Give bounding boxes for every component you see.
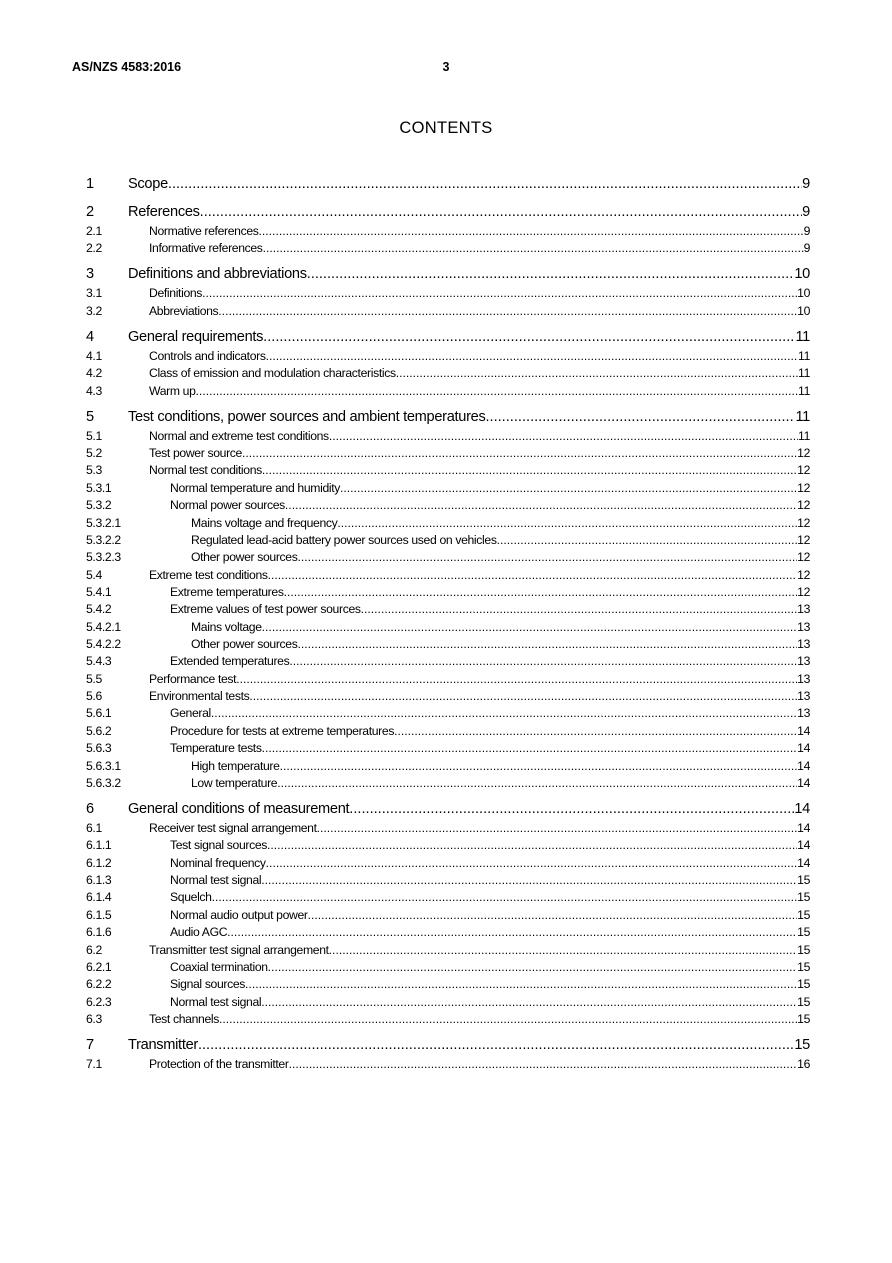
toc-entry-title: Transmitter test signal arrangement bbox=[149, 942, 329, 957]
toc-entry-number: 5.3.2 bbox=[86, 498, 112, 513]
toc-entry-title: Test power source bbox=[149, 446, 242, 461]
toc-entry-number: 1 bbox=[86, 176, 94, 192]
toc-entry-title: High temperature bbox=[191, 758, 280, 773]
dot-leader bbox=[262, 463, 797, 477]
toc-entry-page: 9 bbox=[803, 223, 810, 238]
dot-leader bbox=[219, 1012, 797, 1026]
toc-entry[interactable] bbox=[86, 890, 810, 907]
toc-entry-title: Transmitter bbox=[128, 1037, 198, 1054]
toc-entry-number: 5.6.2 bbox=[86, 723, 112, 738]
dot-leader bbox=[337, 516, 797, 530]
dot-leader bbox=[266, 349, 798, 363]
toc-entry[interactable] bbox=[86, 838, 810, 855]
toc-entry-title: Extended temperatures bbox=[170, 654, 290, 669]
toc-entry-number: 6.2.2 bbox=[86, 977, 112, 992]
toc-entry-title: Coaxial termination bbox=[170, 959, 268, 974]
toc-entry-number: 5.4.2.1 bbox=[86, 619, 121, 634]
toc-entry-number: 6.3 bbox=[86, 1012, 102, 1026]
toc-entry-number: 5.6.3.1 bbox=[86, 758, 121, 773]
toc-entry-title: Temperature tests bbox=[170, 741, 262, 756]
dot-leader bbox=[329, 429, 798, 443]
toc-entry-number: 6.2 bbox=[86, 942, 102, 957]
dot-leader bbox=[329, 943, 797, 957]
toc-entry-number: 5.3.2.1 bbox=[86, 515, 121, 530]
toc-entry[interactable] bbox=[86, 925, 810, 942]
toc-entry-title: Other power sources bbox=[191, 550, 298, 565]
toc-entry[interactable] bbox=[86, 204, 810, 224]
dot-leader bbox=[263, 241, 804, 255]
toc-entry-page: 12 bbox=[797, 498, 810, 513]
toc-entry[interactable] bbox=[86, 821, 810, 838]
toc-entry-page: 14 bbox=[797, 855, 810, 870]
toc-entry-title: Other power sources bbox=[191, 637, 298, 652]
toc-entry-page: 10 bbox=[794, 266, 810, 283]
toc-entry-number: 4.1 bbox=[86, 348, 102, 363]
dot-leader bbox=[297, 550, 797, 564]
toc-entry[interactable] bbox=[86, 349, 810, 366]
page-number: 3 bbox=[442, 60, 450, 74]
toc-entry-page: 15 bbox=[797, 977, 810, 992]
toc-entry-page: 13 bbox=[797, 637, 810, 652]
toc-entry-number: 5.6.3.2 bbox=[86, 775, 121, 790]
toc-entry-page: 10 bbox=[797, 303, 810, 318]
toc-entry-page: 15 bbox=[797, 959, 810, 974]
toc-entry-title: Normal power sources bbox=[170, 498, 285, 513]
toc-entry-page: 11 bbox=[798, 383, 810, 398]
toc-entry-page: 13 bbox=[797, 689, 810, 704]
toc-entry[interactable] bbox=[86, 266, 810, 286]
toc-entry[interactable] bbox=[86, 1012, 810, 1029]
toc-entry[interactable] bbox=[86, 429, 810, 446]
dot-leader bbox=[212, 890, 798, 904]
dot-leader bbox=[202, 286, 797, 300]
toc-entry[interactable] bbox=[86, 620, 810, 637]
toc-entry[interactable] bbox=[86, 801, 810, 821]
dot-leader bbox=[263, 329, 795, 345]
toc-entry[interactable] bbox=[86, 533, 810, 550]
toc-entry[interactable] bbox=[86, 568, 810, 585]
toc-entry-page: 14 bbox=[794, 801, 810, 818]
toc-entry-page: 13 bbox=[797, 671, 810, 686]
dot-leader bbox=[284, 585, 798, 599]
toc-entry-number: 5.4.2 bbox=[86, 602, 112, 617]
toc-entry-page: 12 bbox=[797, 480, 810, 495]
toc-entry-page: 15 bbox=[797, 942, 810, 957]
toc-entry-number: 5.6.3 bbox=[86, 741, 112, 756]
toc-entry-title: Procedure for tests at extreme temperatures bbox=[170, 723, 395, 738]
toc-entry-page: 15 bbox=[797, 925, 810, 940]
toc-entry[interactable] bbox=[86, 873, 810, 890]
toc-entry-title: Test channels bbox=[149, 1012, 219, 1026]
toc-entry-title: Scope bbox=[128, 176, 168, 192]
toc-entry-title: Normal test signal bbox=[170, 994, 262, 1009]
toc-entry-title: Class of emission and modulation characteristics bbox=[149, 366, 396, 381]
toc-entry-page: 15 bbox=[797, 994, 810, 1009]
toc-entry-number: 5.5 bbox=[86, 671, 102, 686]
toc-entry[interactable] bbox=[86, 409, 810, 429]
toc-entry[interactable] bbox=[86, 908, 810, 925]
toc-entry-number: 7 bbox=[86, 1037, 94, 1054]
toc-entry[interactable] bbox=[86, 960, 810, 977]
toc-entry[interactable] bbox=[86, 286, 810, 303]
toc-entry-number: 3.1 bbox=[86, 286, 102, 301]
toc-entry-page: 11 bbox=[798, 366, 810, 381]
toc-entry[interactable] bbox=[86, 384, 810, 401]
toc-entry-page: 14 bbox=[797, 741, 810, 756]
toc-entry-number: 5.3.2.2 bbox=[86, 532, 121, 547]
toc-entry-title: Receiver test signal arrangement bbox=[149, 821, 317, 836]
toc-entry[interactable] bbox=[86, 856, 810, 873]
toc-entry-number: 5.6 bbox=[86, 689, 102, 704]
dot-leader bbox=[361, 602, 798, 616]
toc-entry[interactable] bbox=[86, 329, 810, 349]
toc-entry[interactable] bbox=[86, 995, 810, 1012]
toc-entry-page: 15 bbox=[797, 873, 810, 888]
toc-entry-title: References bbox=[128, 203, 200, 220]
toc-entry[interactable] bbox=[86, 759, 810, 776]
dot-leader bbox=[285, 498, 797, 512]
toc-entry[interactable] bbox=[86, 585, 810, 602]
toc-entry-page: 14 bbox=[797, 758, 810, 773]
toc-entry-title: Normal test conditions bbox=[149, 463, 262, 478]
toc-entry-page: 15 bbox=[797, 907, 810, 922]
dot-leader bbox=[340, 481, 797, 495]
toc-entry-page: 13 bbox=[797, 654, 810, 669]
toc-entry[interactable] bbox=[86, 224, 810, 241]
toc-entry[interactable] bbox=[86, 1037, 810, 1057]
toc-entry[interactable] bbox=[86, 977, 810, 994]
toc-entry-number: 5.3 bbox=[86, 463, 102, 478]
toc-entry-number: 3.2 bbox=[86, 303, 102, 318]
dot-leader bbox=[261, 873, 797, 887]
toc-entry-page: 15 bbox=[794, 1037, 810, 1054]
toc-entry-title: Nominal frequency bbox=[170, 855, 266, 870]
toc-entry-page: 12 bbox=[797, 463, 810, 478]
toc-entry-title: Squelch bbox=[170, 890, 212, 905]
toc-entry[interactable] bbox=[86, 176, 810, 196]
toc-entry-title: General requirements bbox=[128, 328, 264, 345]
toc-entry-page: 9 bbox=[803, 241, 810, 256]
toc-entry-title: Performance test bbox=[149, 671, 237, 686]
dot-leader bbox=[394, 724, 797, 738]
toc-entry-number: 5.6.1 bbox=[86, 706, 112, 721]
toc-entry-number: 5.3.1 bbox=[86, 480, 112, 495]
toc-entry-number: 5.2 bbox=[86, 446, 102, 461]
toc-entry[interactable] bbox=[86, 741, 810, 758]
toc-entry-page: 13 bbox=[797, 706, 810, 721]
toc-entry[interactable] bbox=[86, 481, 810, 498]
toc-entry-page: 12 bbox=[797, 567, 810, 582]
toc-entry-title: Warm up bbox=[149, 383, 196, 398]
toc-entry[interactable] bbox=[86, 516, 810, 533]
dot-leader bbox=[280, 759, 798, 773]
toc-entry-title: Abbreviations bbox=[149, 303, 219, 318]
toc-entry-title: Test conditions, power sources and ambient temperatures bbox=[128, 408, 486, 425]
toc-entry-number: 6.1.2 bbox=[86, 855, 112, 870]
dot-leader bbox=[307, 266, 795, 282]
toc-entry[interactable] bbox=[86, 672, 810, 689]
toc-entry-number: 5 bbox=[86, 408, 94, 425]
toc-entry-title: Mains voltage and frequency bbox=[191, 515, 338, 530]
toc-entry-number: 2.1 bbox=[86, 223, 102, 238]
dot-leader bbox=[227, 925, 797, 939]
toc-entry-title: Informative references bbox=[149, 241, 263, 256]
toc-entry[interactable] bbox=[86, 498, 810, 515]
toc-entry-page: 12 bbox=[797, 584, 810, 599]
toc-entry-title: Extreme values of test power sources bbox=[170, 602, 361, 617]
dot-leader bbox=[242, 446, 797, 460]
toc-entry-number: 4.3 bbox=[86, 383, 102, 398]
dot-leader bbox=[289, 1057, 798, 1071]
toc-entry-title: Extreme temperatures bbox=[170, 584, 284, 599]
page-header bbox=[72, 60, 820, 78]
toc-entry-number: 5.4.3 bbox=[86, 654, 112, 669]
toc-entry-number: 7.1 bbox=[86, 1057, 102, 1072]
toc-entry-number: 6.1 bbox=[86, 821, 102, 836]
toc-entry-title: Test signal sources bbox=[170, 838, 267, 853]
toc-entry-number: 6 bbox=[86, 801, 94, 818]
toc-entry-title: Audio AGC bbox=[170, 925, 228, 940]
toc-entry-page: 12 bbox=[797, 446, 810, 461]
toc-entry[interactable] bbox=[86, 943, 810, 960]
toc-entry-number: 5.4.1 bbox=[86, 584, 112, 599]
toc-entry[interactable] bbox=[86, 602, 810, 619]
toc-entry-number: 6.1.1 bbox=[86, 838, 112, 853]
toc-entry-number: 5.4.2.2 bbox=[86, 637, 121, 652]
toc-entry-page: 14 bbox=[797, 723, 810, 738]
dot-leader bbox=[349, 801, 794, 817]
dot-leader bbox=[196, 384, 799, 398]
toc-entry-title: Normal temperature and humidity bbox=[170, 480, 341, 495]
toc-entry-number: 6.1.3 bbox=[86, 873, 112, 888]
toc-entry-number: 2 bbox=[86, 203, 94, 220]
toc-entry[interactable] bbox=[86, 1057, 810, 1074]
toc-entry-number: 5.4 bbox=[86, 567, 102, 582]
dot-leader bbox=[236, 672, 797, 686]
dot-leader bbox=[317, 821, 798, 835]
toc-entry-title: Mains voltage bbox=[191, 619, 262, 634]
toc-entry-title: Environmental tests bbox=[149, 689, 250, 704]
dot-leader bbox=[289, 654, 797, 668]
dot-leader bbox=[268, 960, 797, 974]
dot-leader bbox=[497, 533, 798, 547]
toc-entry-page: 9 bbox=[802, 203, 810, 220]
dot-leader bbox=[396, 366, 798, 380]
dot-leader bbox=[198, 1037, 794, 1053]
dot-leader bbox=[249, 689, 797, 703]
toc-entry-title: Protection of the transmitter bbox=[149, 1057, 289, 1072]
toc-entry-number: 6.1.6 bbox=[86, 925, 112, 940]
toc-entry-page: 14 bbox=[797, 775, 810, 790]
toc-entry-title: General conditions of measurement bbox=[128, 801, 350, 818]
toc-entry-page: 14 bbox=[797, 838, 810, 853]
table-of-contents bbox=[86, 176, 810, 1075]
dot-leader bbox=[267, 838, 797, 852]
dot-leader bbox=[218, 304, 797, 318]
toc-entry-number: 4.2 bbox=[86, 366, 102, 381]
toc-entry[interactable] bbox=[86, 724, 810, 741]
toc-entry-number: 5.3.2.3 bbox=[86, 550, 121, 565]
dot-leader bbox=[262, 620, 797, 634]
document-id: AS/NZS 4583:2016 bbox=[72, 60, 182, 74]
dot-leader bbox=[262, 741, 798, 755]
toc-entry-page: 11 bbox=[795, 328, 810, 345]
toc-entry-page: 11 bbox=[798, 428, 810, 443]
toc-entry-title: Normative references bbox=[149, 223, 259, 238]
toc-entry-page: 13 bbox=[797, 619, 810, 634]
toc-entry-title: Signal sources bbox=[170, 977, 246, 992]
toc-entry[interactable] bbox=[86, 689, 810, 706]
toc-entry-title: Low temperature bbox=[191, 775, 278, 790]
toc-entry-number: 6.1.5 bbox=[86, 907, 112, 922]
toc-entry-title: Regulated lead-acid battery power sources used on vehicles bbox=[191, 532, 497, 547]
toc-entry-page: 12 bbox=[797, 550, 810, 565]
toc-entry-title: Controls and indicators bbox=[149, 348, 266, 363]
toc-entry-number: 6.2.1 bbox=[86, 959, 112, 974]
toc-entry-title: Definitions bbox=[149, 286, 203, 301]
toc-entry[interactable] bbox=[86, 241, 810, 258]
toc-entry-page: 12 bbox=[797, 515, 810, 530]
toc-entry-page: 11 bbox=[795, 408, 810, 425]
toc-entry[interactable] bbox=[86, 463, 810, 480]
dot-leader bbox=[211, 706, 797, 720]
contents-heading: CONTENTS bbox=[399, 119, 493, 137]
toc-entry[interactable] bbox=[86, 550, 810, 567]
toc-entry-page: 10 bbox=[797, 286, 810, 301]
toc-entry[interactable] bbox=[86, 637, 810, 654]
toc-entry[interactable] bbox=[86, 304, 810, 321]
dot-leader bbox=[200, 204, 803, 220]
dot-leader bbox=[245, 977, 797, 991]
toc-entry-number: 6.2.3 bbox=[86, 994, 112, 1009]
dot-leader bbox=[268, 568, 798, 582]
toc-entry[interactable] bbox=[86, 654, 810, 671]
toc-entry-page: 16 bbox=[797, 1057, 810, 1072]
toc-entry-number: 4 bbox=[86, 328, 94, 345]
toc-entry-title: Normal audio output power bbox=[170, 907, 308, 922]
toc-entry-title: Definitions and abbreviations bbox=[128, 266, 307, 283]
dot-leader bbox=[485, 409, 795, 425]
dot-leader bbox=[261, 995, 797, 1009]
toc-entry-page: 15 bbox=[797, 890, 810, 905]
toc-entry-title: Extreme test conditions bbox=[149, 567, 268, 582]
toc-entry-title: General bbox=[170, 706, 211, 721]
toc-entry-number: 6.1.4 bbox=[86, 890, 112, 905]
toc-entry[interactable] bbox=[86, 706, 810, 723]
toc-entry-number: 3 bbox=[86, 266, 94, 283]
dot-leader bbox=[297, 637, 797, 651]
toc-entry-page: 12 bbox=[797, 532, 810, 547]
toc-entry-page: 9 bbox=[802, 176, 810, 192]
toc-entry-page: 11 bbox=[798, 348, 810, 363]
toc-entry-title: Normal and extreme test conditions bbox=[149, 428, 329, 443]
dot-leader bbox=[259, 224, 804, 238]
toc-entry-title: Normal test signal bbox=[170, 873, 262, 888]
toc-entry-page: 14 bbox=[797, 821, 810, 836]
toc-entry-number: 2.2 bbox=[86, 241, 102, 256]
toc-entry-page: 13 bbox=[797, 602, 810, 617]
toc-entry-page: 15 bbox=[797, 1012, 810, 1026]
dot-leader bbox=[277, 776, 797, 790]
dot-leader bbox=[308, 908, 798, 922]
toc-entry-number: 5.1 bbox=[86, 428, 102, 443]
toc-entry[interactable] bbox=[86, 776, 810, 793]
dot-leader bbox=[266, 856, 797, 870]
dot-leader bbox=[168, 176, 802, 192]
toc-entry[interactable] bbox=[86, 366, 810, 383]
toc-entry[interactable] bbox=[86, 446, 810, 463]
